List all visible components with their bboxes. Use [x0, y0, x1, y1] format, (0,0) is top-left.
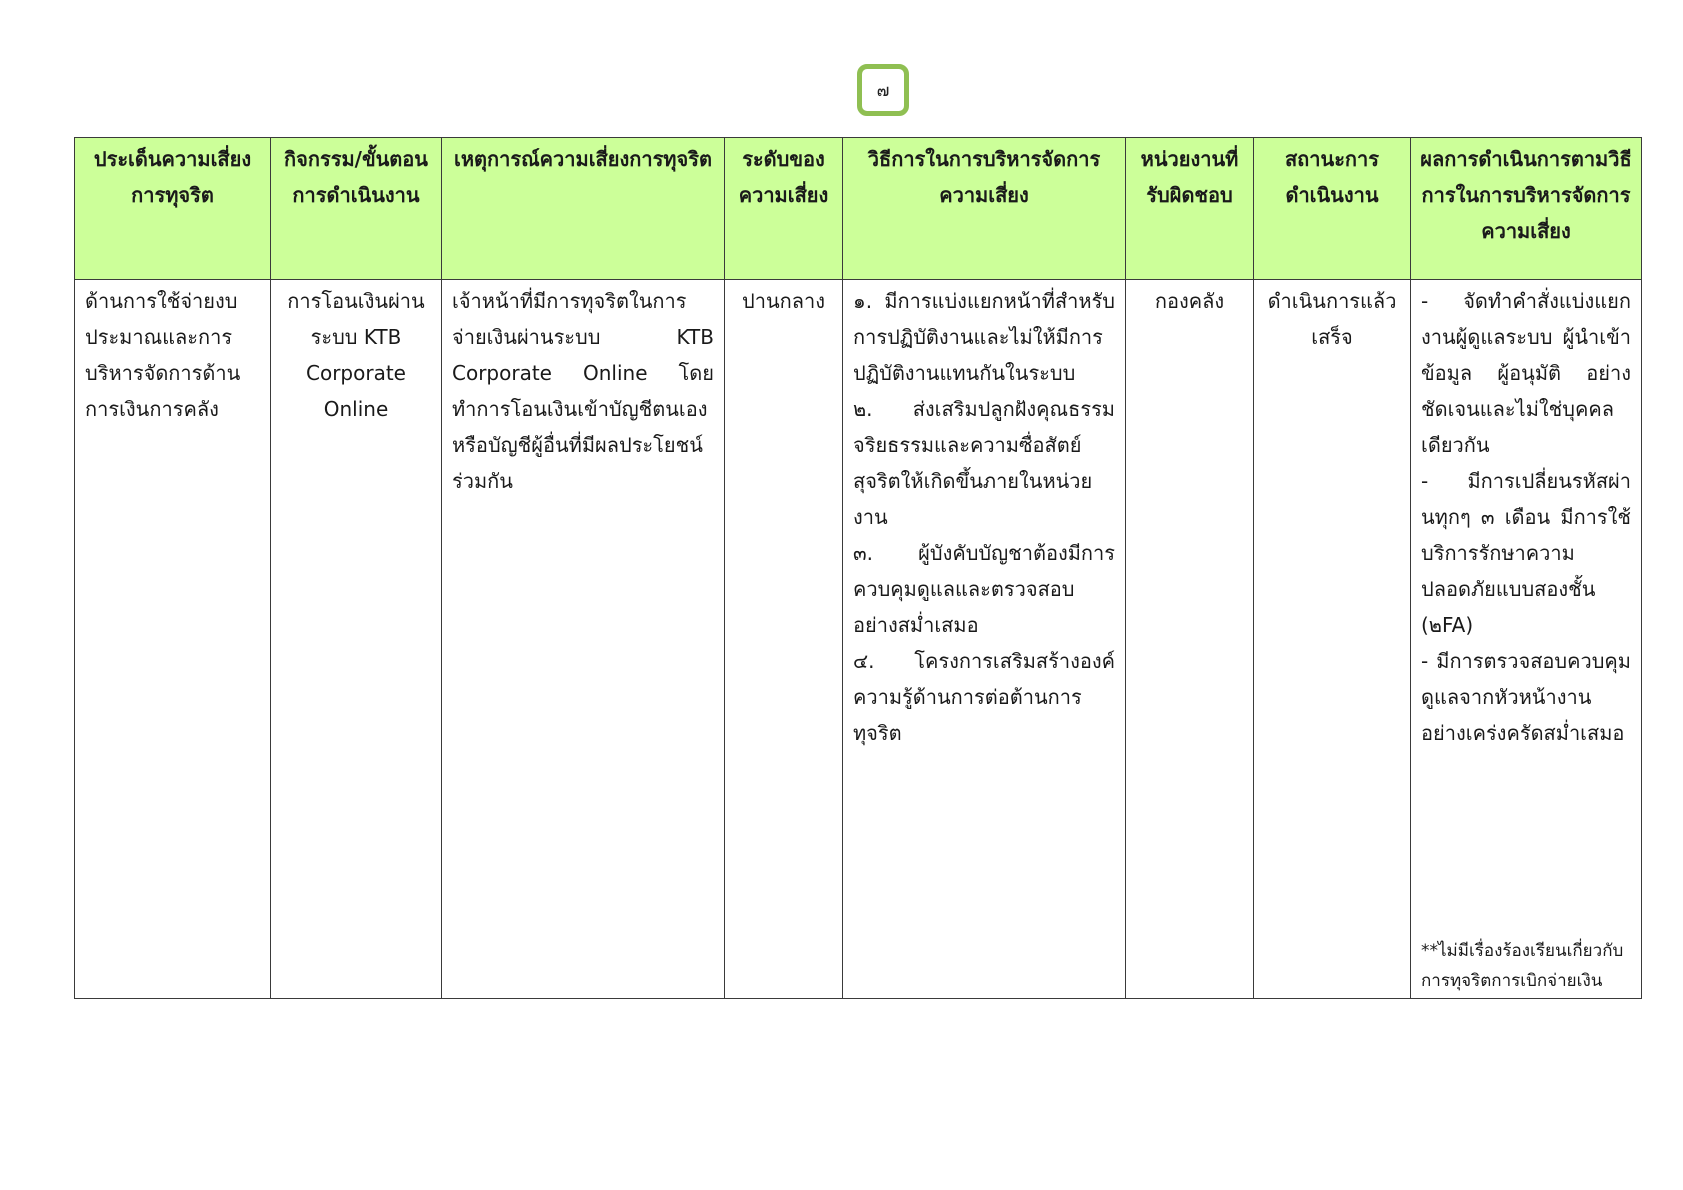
method-item-2: ๒. ส่งเสริมปลูกฝังคุณธรรมจริยธรรมและความซื่อสัตย์สุจริตให้เกิดขึ้นภายในหน่วยงาน — [853, 397, 1115, 529]
cell-results — [1411, 280, 1642, 999]
cell-methods — [843, 280, 1126, 999]
table-row — [75, 280, 1642, 999]
table-header-row — [75, 138, 1642, 280]
header-risk-event: เหตุการณ์ความเสี่ยงการทุจริต — [442, 138, 725, 280]
page-number: ๗ — [876, 80, 890, 101]
result-item-3: - มีการตรวจสอบควบคุมดูแลจากหัวหน้างานอย่างเคร่งครัดสม่ำเสมอ — [1421, 649, 1631, 745]
cell-risk-issue: ด้านการใช้จ่ายงบประมาณและการบริหารจัดการด้านการเงินการคลัง — [75, 280, 271, 999]
method-item-4: ๔. โครงการเสริมสร้างองค์ความรู้ด้านการต่อต้านการทุจริต — [853, 649, 1115, 745]
header-results: ผลการดำเนินการตามวิธีการในการบริหารจัดการความเสี่ยง — [1411, 138, 1642, 280]
header-activity: กิจกรรม/ขั้นตอนการดำเนินงาน — [271, 138, 442, 280]
method-item-3: ๓. ผู้บังคับบัญชาต้องมีการควบคุมดูแลและตรวจสอบอย่างสม่ำเสมอ — [853, 541, 1115, 637]
result-item-2: - มีการเปลี่ยนรหัสผ่านทุกๆ ๓ เดือน มีการใช้บริการรักษาความปลอดภัยแบบสองชั้น (๒FA) — [1421, 469, 1631, 637]
header-status: สถานะการดำเนินงาน — [1254, 138, 1411, 280]
header-risk-level: ระดับของความเสี่ยง — [725, 138, 843, 280]
page-number-badge — [857, 64, 909, 116]
cell-risk-level: ปานกลาง — [725, 280, 843, 999]
header-methods: วิธีการในการบริหารจัดการความเสี่ยง — [843, 138, 1126, 280]
cell-activity: การโอนเงินผ่านระบบ KTB Corporate Online — [271, 280, 442, 999]
complaint-note: **ไม่มีเรื่องร้องเรียนเกี่ยวกับการทุจริตการเบิกจ่ายเงิน — [1421, 941, 1624, 991]
cell-risk-event: เจ้าหน้าที่มีการทุจริตในการจ่ายเงินผ่านระบบ KTB Corporate Online โดยทำการโอนเงินเข้าบัญชีตนเองหรือบัญชีผู้อื่นที่มีผลประโยชน์ร่วมกัน — [442, 280, 725, 999]
cell-responsible-unit: กองคลัง — [1126, 280, 1254, 999]
header-risk-issue: ประเด็นความเสี่ยงการทุจริต — [75, 138, 271, 280]
method-item-1: ๑. มีการแบ่งแยกหน้าที่สำหรับการปฏิบัติงานและไม่ให้มีการปฏิบัติงานแทนกันในระบบ — [853, 289, 1115, 385]
risk-management-table — [74, 137, 1642, 999]
header-responsible-unit: หน่วยงานที่รับผิดชอบ — [1126, 138, 1254, 280]
cell-status: ดำเนินการแล้วเสร็จ — [1254, 280, 1411, 999]
result-item-1: - จัดทำคำสั่งแบ่งแยกงานผู้ดูแลระบบ ผู้นำเข้าข้อมูล ผู้อนุมัติ อย่างชัดเจนและไม่ใช่บุคคลเดียวกัน — [1421, 289, 1631, 457]
